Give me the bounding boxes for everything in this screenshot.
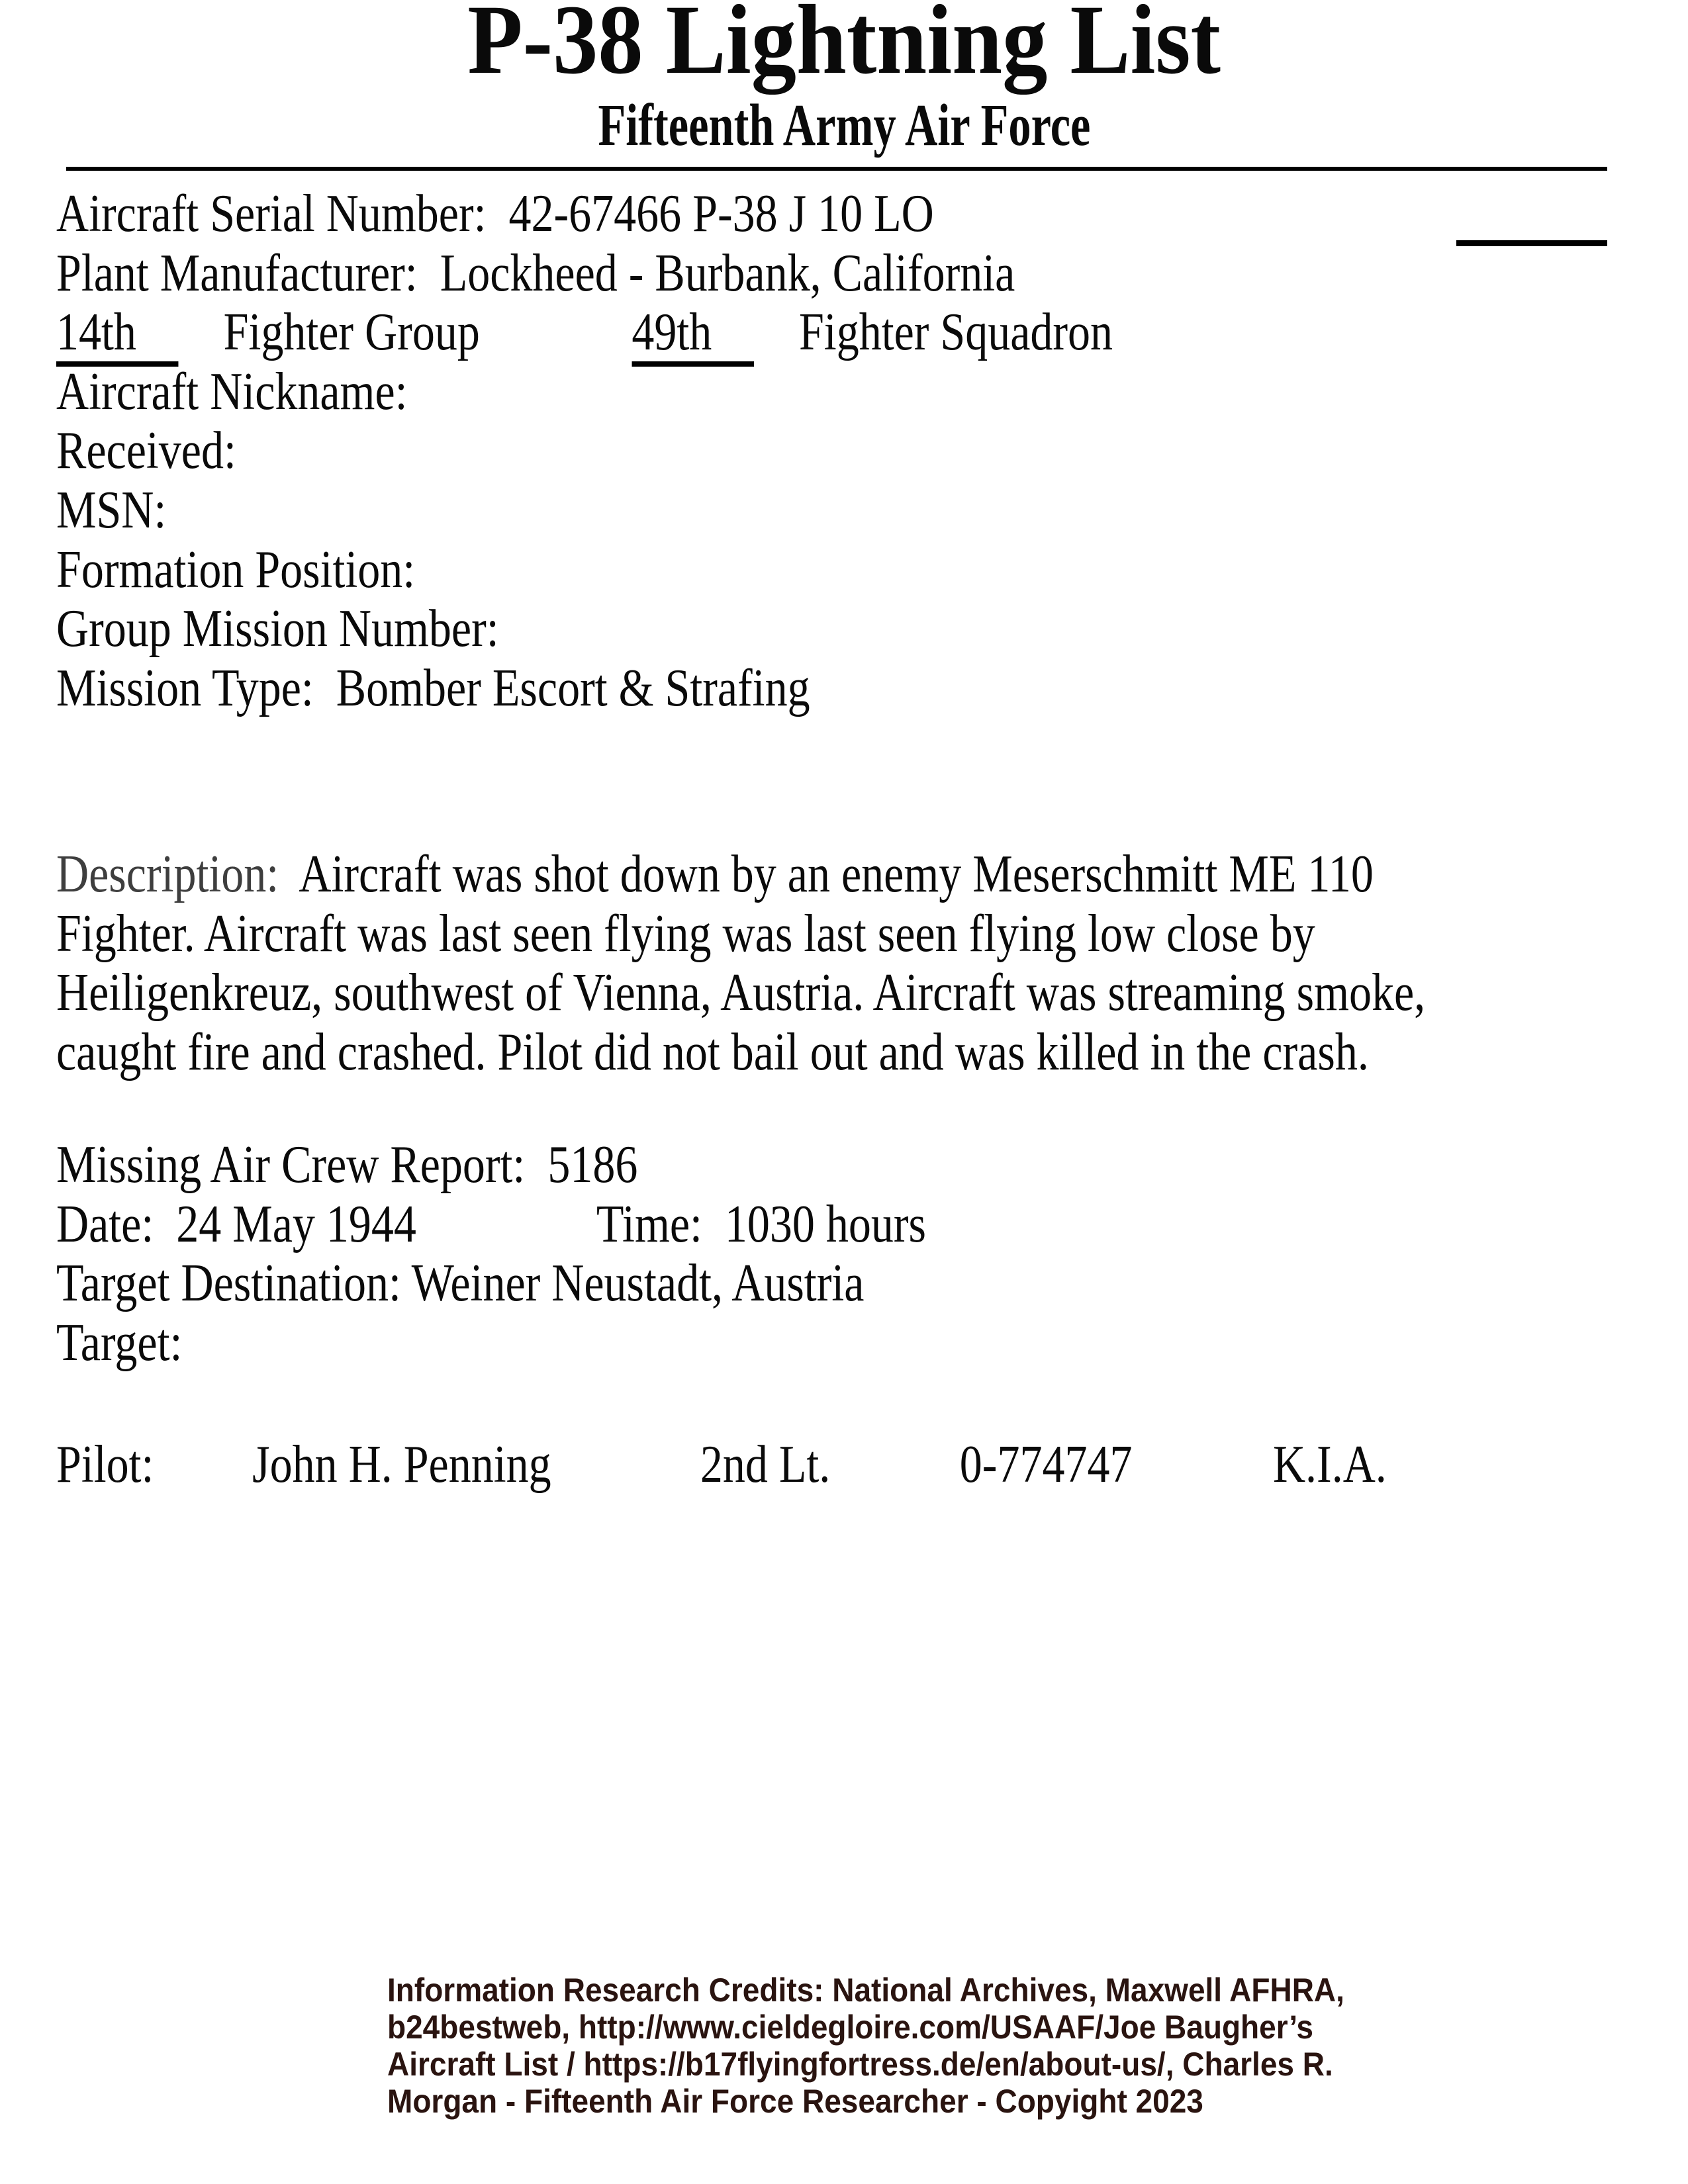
gap — [154, 1481, 252, 1482]
pilot-status: K.I.A. — [1272, 1435, 1387, 1494]
credits-footer — [387, 1972, 1428, 2120]
credits-line: Information Research Credits: National Archives, Maxwell AFHRA, — [387, 1972, 1344, 2009]
field-target-destination: Target Destination: Weiner Neustadt, Austria — [56, 1254, 865, 1313]
description-section — [56, 845, 1667, 1082]
aircraft-fields-section — [56, 185, 1299, 718]
fighter-group-number-underlined: 14th — [56, 303, 179, 367]
gap — [551, 1481, 700, 1482]
page-subtitle: Fifteenth Army Air Force — [598, 93, 1090, 158]
pilot-serial-number: 0-774747 — [959, 1435, 1133, 1494]
credits-line: Morgan - Fifteenth Air Force Researcher - Copyight 2023 — [387, 2083, 1203, 2120]
pilot-row — [56, 1435, 1387, 1495]
gap — [1132, 1481, 1273, 1482]
field-formation-position: Formation Position: — [56, 540, 416, 599]
credits-line: b24bestweb, http://www.cieldegloire.com/USAAF/Joe Baugher’s — [387, 2009, 1314, 2046]
description-text: Aircraft was shot down by an enemy Meserschmitt ME 110 — [279, 845, 1374, 903]
pilot-rank: 2nd Lt. — [700, 1435, 831, 1494]
missing-air-crew-section — [56, 1136, 1080, 1373]
field-macr-number: Missing Air Crew Report: 5186 — [56, 1136, 638, 1194]
pilot-section — [56, 1435, 1621, 1495]
field-mission-type: Mission Type: Bomber Escort & Strafing — [56, 659, 810, 717]
pilot-name: John H. Penning — [252, 1435, 551, 1494]
time-label-value: Time: 1030 hours — [596, 1195, 927, 1253]
credits-line: Aircraft List / https://b17flyingfortress.de/en/about-us/, Charles R. — [387, 2046, 1333, 2083]
fighter-group-label: Fighter Group — [223, 303, 480, 362]
field-plant-manufacturer: Plant Manufacturer: Lockheed - Burbank, California — [56, 244, 1015, 302]
page-title: P-38 Lightning List — [467, 0, 1221, 95]
pilot-label: Pilot: — [56, 1435, 154, 1494]
description-line: caught fire and crashed. Pilot did not bail out and was killed in the crash. — [56, 1023, 1369, 1081]
serial-blank-underline — [1456, 240, 1607, 246]
field-fighter-group-squadron — [56, 303, 1113, 363]
subheader — [0, 93, 1688, 158]
fighter-squadron-number-underlined: 49th — [632, 303, 754, 367]
date-label-value: Date: 24 May 1944 — [56, 1195, 416, 1253]
description-line — [56, 845, 1425, 905]
gap — [830, 1481, 960, 1482]
field-group-mission-number: Group Mission Number: — [56, 600, 499, 659]
field-date-time — [56, 1195, 926, 1255]
description-line: Fighter. Aircraft was last seen flying was last seen flying low close by — [56, 904, 1315, 963]
field-aircraft-nickname: Aircraft Nickname: — [56, 362, 408, 421]
field-msn: MSN: — [56, 480, 167, 539]
field-received: Received: — [56, 422, 236, 480]
fighter-squadron-label: Fighter Squadron — [798, 303, 1113, 362]
header — [0, 0, 1688, 95]
description-label: Description: — [56, 845, 279, 903]
gap — [416, 1241, 596, 1242]
field-aircraft-serial-number: Aircraft Serial Number: 42-67466 P-38 J 10 LO — [56, 185, 934, 243]
description-line: Heiligenkreuz, southwest of Vienna, Austria. Aircraft was streaming smoke, — [56, 964, 1426, 1023]
field-target: Target: — [56, 1313, 183, 1372]
header-divider — [66, 167, 1607, 171]
